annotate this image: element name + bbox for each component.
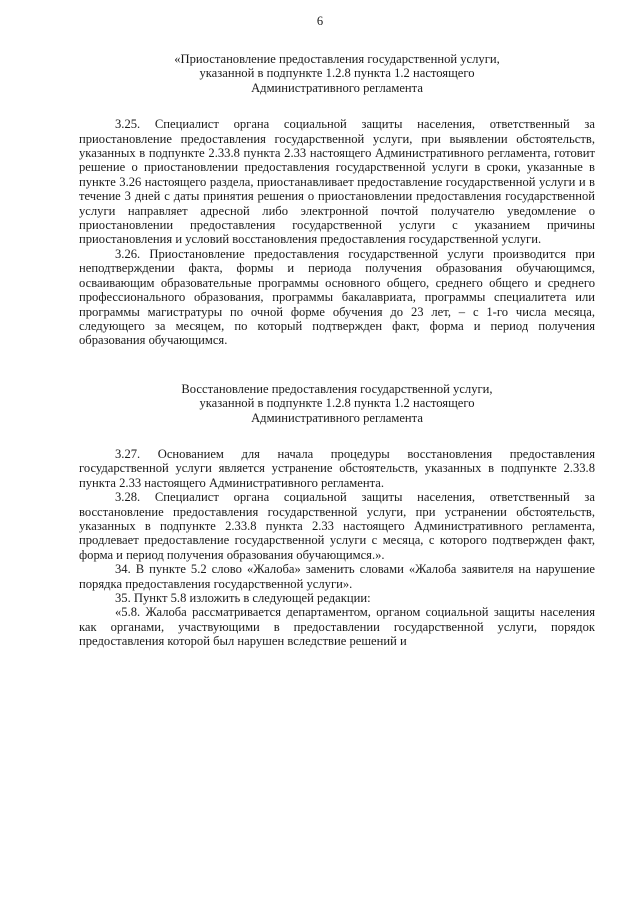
paragraph-3-26: 3.26. Приостановление предоставления государственной услуги производится при неподтверждении факта, формы и периода получения образования обучающимся, осваивающим образовательные программы основного общего, среднего общего и среднего профессионального образования, программы бакалавриата, программы специалитета или программы магистратуры по очной форме обучения до 23 лет, – с 1-го числа месяца, следующего за месяцем, по который подтвержден факт, форма и период получения образования обучающимся. <box>79 246 595 348</box>
paragraph-3-28: 3.28. Специалист органа социальной защиты населения, ответственный за восстановление предоставления государственной услуги, при устранении обстоятельств, указанных в подпункте 2.33.8 пункта 2.33 настоящего Административного регламента, продлевает предоставление государственной услуги с месяца, с которого подтвержден факт, форма и период получения образования обучающимся.». <box>79 490 595 562</box>
paragraph-3-25: 3.25. Специалист органа социальной защиты населения, ответственный за приостановление предоставления государственной услуги, при выявлении обстоятельств, указанных в подпункте 2.33.8 пункта 2.33 настоящего Административного регламента, готовит решение о приостановлении предоставления государственной услуги в сроки, указанные в пункте 3.26 настоящего раздела, приостанавливает предоставление государственной услуги и в течение 3 дней с даты принятия решения о приостановлении предоставления государственной услуги направляет адресной либо электронной почтой получателю уведомление о приостановлении предоставления государственной услуги с указанием причины приостановления и условий восстановления предоставления государственной услуги. <box>79 117 595 247</box>
heading-line: «Приостановление предоставления государственной услуги, <box>174 52 500 66</box>
page-number: 6 <box>316 14 324 28</box>
heading-line: Административного регламента <box>251 410 423 425</box>
paragraph-5-8: «5.8. Жалоба рассматривается департаментом, органом социальной защиты населения как органами, участвующими в предоставлении государственной услуги, порядок предоставления которой был нарушен вследствие решений и <box>79 605 595 649</box>
section-heading-restoration <box>79 382 595 425</box>
paragraph-34: 34. В пункте 5.2 слово «Жалоба» заменить словами «Жалоба заявителя на нарушение порядка предоставления государственной услуги». <box>79 562 595 591</box>
heading-line: указанной в подпункте 1.2.8 пункта 1.2 настоящего <box>199 396 475 411</box>
paragraph-35: 35. Пункт 5.8 изложить в следующей редакции: <box>115 591 371 605</box>
section-heading-suspension <box>79 52 595 95</box>
heading-line: Административного регламента <box>251 80 423 95</box>
heading-line: указанной в подпункте 1.2.8 пункта 1.2 настоящего <box>199 66 475 81</box>
document-body <box>79 42 595 649</box>
heading-line: Восстановление предоставления государственной услуги, <box>181 381 493 396</box>
paragraph-3-27: 3.27. Основанием для начала процедуры восстановления предоставления государственной услуги является устранение обстоятельств, указанных в подпункте 2.33.8 пункта 2.33 настоящего Административного регламента. <box>79 446 595 490</box>
